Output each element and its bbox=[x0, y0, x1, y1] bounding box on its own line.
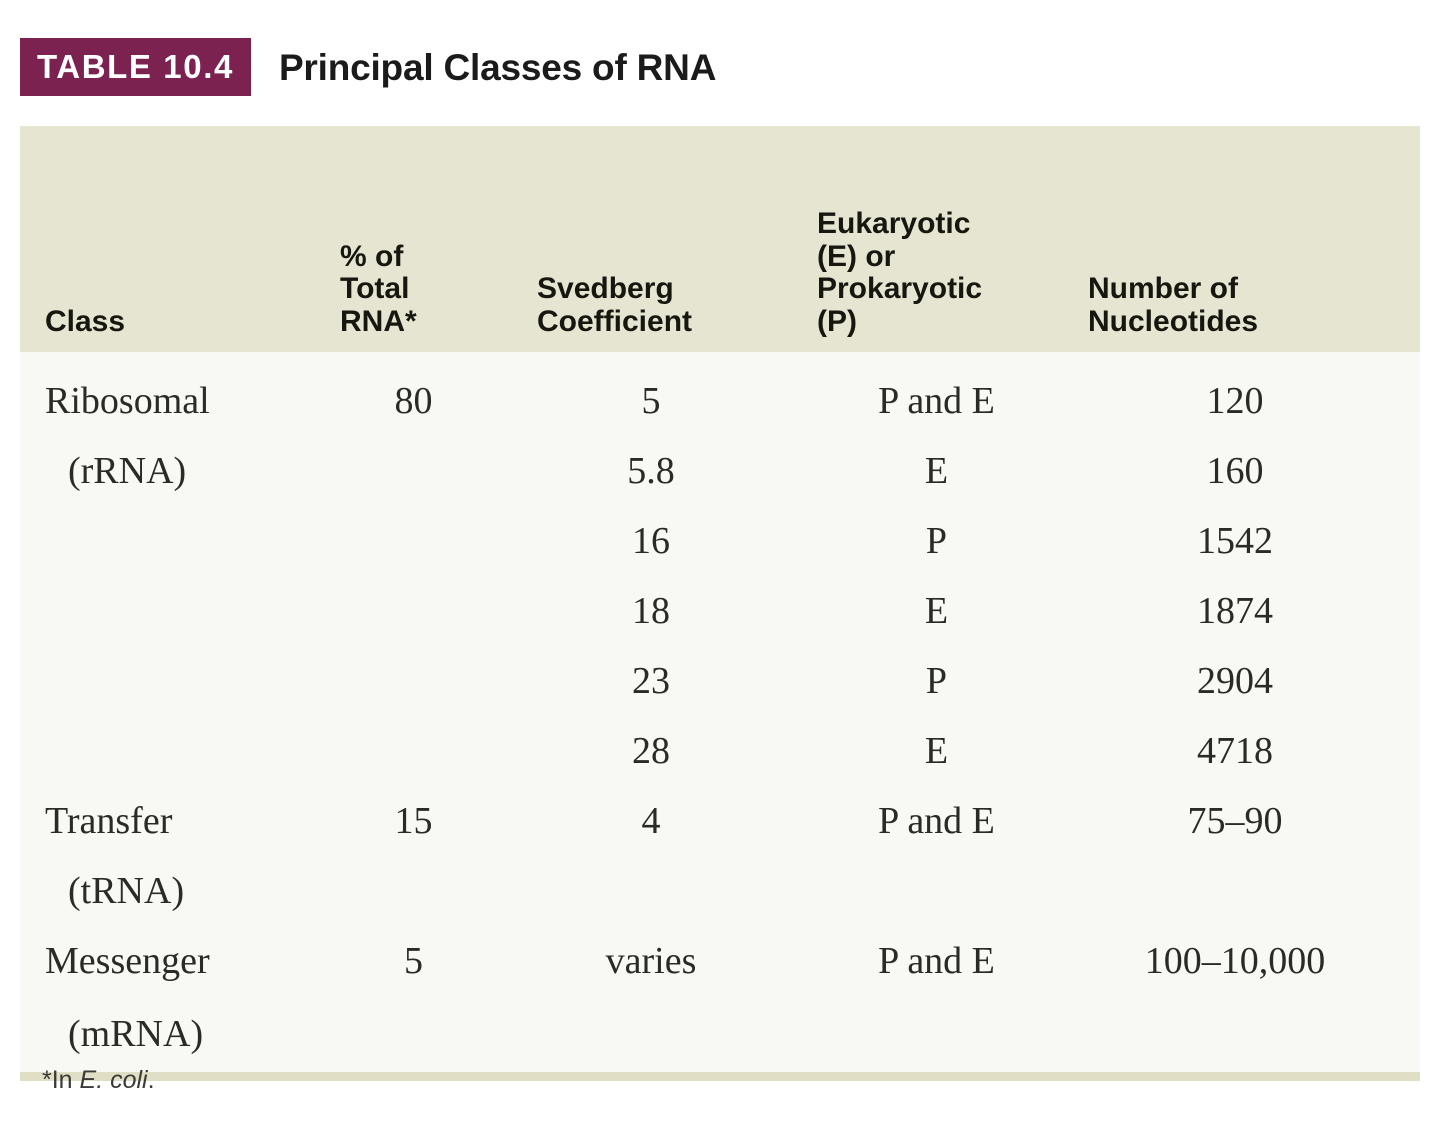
table-row bbox=[20, 506, 1420, 576]
cell-class bbox=[20, 506, 320, 576]
cell-percent bbox=[320, 646, 515, 716]
cell-class: (mRNA) bbox=[20, 996, 320, 1072]
cell-percent bbox=[320, 856, 515, 926]
column-header-class bbox=[20, 126, 320, 352]
cell-percent bbox=[320, 436, 515, 506]
table-row bbox=[20, 786, 1420, 856]
cell-percent bbox=[320, 506, 515, 576]
cell-euk-prok: P and E bbox=[805, 786, 1070, 856]
cell-nucleotides bbox=[1070, 856, 1420, 926]
table-row bbox=[20, 996, 1420, 1072]
column-header-ep-line-3: Prokaryotic bbox=[817, 272, 983, 306]
cell-svedberg bbox=[515, 996, 805, 1072]
table-caption bbox=[0, 36, 1440, 98]
column-header-svedberg-coefficient bbox=[515, 126, 805, 352]
cell-euk-prok bbox=[805, 856, 1070, 926]
column-header-percent-line-3: RNA* bbox=[340, 304, 417, 338]
cell-euk-prok: E bbox=[805, 716, 1070, 786]
cell-euk-prok bbox=[805, 996, 1070, 1072]
cell-nucleotides: 1874 bbox=[1070, 576, 1420, 646]
cell-class: Transfer bbox=[20, 786, 320, 856]
cell-class bbox=[20, 716, 320, 786]
column-header-percent-line-2: Total bbox=[340, 272, 410, 306]
table-footnote bbox=[42, 1068, 155, 1093]
footnote-organism: E. coli bbox=[79, 1066, 148, 1094]
column-header-svedberg-line-1: Svedberg bbox=[537, 272, 674, 306]
footnote-suffix: . bbox=[147, 1066, 155, 1094]
cell-nucleotides bbox=[1070, 996, 1420, 1072]
cell-class bbox=[20, 646, 320, 716]
cell-class: (rRNA) bbox=[20, 436, 320, 506]
column-header-ep-line-1: Eukaryotic bbox=[817, 207, 971, 241]
cell-svedberg: 5.8 bbox=[515, 436, 805, 506]
cell-percent: 80 bbox=[320, 352, 515, 436]
table-title: Principal Classes of RNA bbox=[278, 46, 717, 88]
column-header-nucleotides-line-2: Nucleotides bbox=[1088, 304, 1259, 338]
cell-percent bbox=[320, 716, 515, 786]
column-header-ep-line-4: (P) bbox=[817, 304, 857, 338]
rna-classes-table bbox=[20, 126, 1420, 1072]
column-header-percent-line-1: % of bbox=[340, 239, 404, 273]
cell-svedberg: 5 bbox=[515, 352, 805, 436]
cell-percent bbox=[320, 996, 515, 1072]
cell-euk-prok: E bbox=[805, 576, 1070, 646]
cell-percent bbox=[320, 576, 515, 646]
column-header-eukaryotic-prokaryotic bbox=[805, 126, 1070, 352]
cell-percent: 5 bbox=[320, 926, 515, 996]
cell-euk-prok: E bbox=[805, 436, 1070, 506]
cell-class: (tRNA) bbox=[20, 856, 320, 926]
footnote-marker: * bbox=[42, 1066, 52, 1094]
table-row bbox=[20, 926, 1420, 996]
cell-nucleotides: 120 bbox=[1070, 352, 1420, 436]
table-row bbox=[20, 576, 1420, 646]
cell-class: Ribosomal bbox=[20, 352, 320, 436]
cell-svedberg: 23 bbox=[515, 646, 805, 716]
table-block bbox=[20, 126, 1420, 1081]
cell-svedberg: 16 bbox=[515, 506, 805, 576]
column-header-class-line-1: Class bbox=[45, 304, 126, 338]
footnote-prefix: In bbox=[51, 1066, 80, 1094]
cell-euk-prok: P bbox=[805, 506, 1070, 576]
cell-euk-prok: P and E bbox=[805, 352, 1070, 436]
cell-class bbox=[20, 576, 320, 646]
table-row bbox=[20, 436, 1420, 506]
cell-class: Messenger bbox=[20, 926, 320, 996]
cell-nucleotides: 75–90 bbox=[1070, 786, 1420, 856]
cell-svedberg: 18 bbox=[515, 576, 805, 646]
column-header-svedberg-line-2: Coefficient bbox=[537, 304, 693, 338]
column-header-number-of-nucleotides bbox=[1070, 126, 1420, 352]
cell-svedberg: 4 bbox=[515, 786, 805, 856]
cell-nucleotides: 160 bbox=[1070, 436, 1420, 506]
table-header bbox=[20, 126, 1420, 352]
cell-percent: 15 bbox=[320, 786, 515, 856]
table-row bbox=[20, 646, 1420, 716]
table-body bbox=[20, 352, 1420, 1072]
cell-euk-prok: P bbox=[805, 646, 1070, 716]
column-header-percent-total-rna bbox=[320, 126, 515, 352]
column-header-ep-line-2: (E) or bbox=[817, 239, 896, 273]
cell-nucleotides: 4718 bbox=[1070, 716, 1420, 786]
cell-svedberg bbox=[515, 856, 805, 926]
table-row bbox=[20, 352, 1420, 436]
table-row bbox=[20, 716, 1420, 786]
table-number-badge: TABLE 10.4 bbox=[20, 38, 251, 96]
column-header-nucleotides-line-1: Number of bbox=[1088, 272, 1238, 306]
table-bottom-rule bbox=[20, 1072, 1420, 1081]
cell-nucleotides: 2904 bbox=[1070, 646, 1420, 716]
cell-nucleotides: 1542 bbox=[1070, 506, 1420, 576]
cell-nucleotides: 100–10,000 bbox=[1070, 926, 1420, 996]
cell-svedberg: 28 bbox=[515, 716, 805, 786]
cell-euk-prok: P and E bbox=[805, 926, 1070, 996]
table-row bbox=[20, 856, 1420, 926]
table-header-row bbox=[20, 126, 1420, 352]
cell-svedberg: varies bbox=[515, 926, 805, 996]
